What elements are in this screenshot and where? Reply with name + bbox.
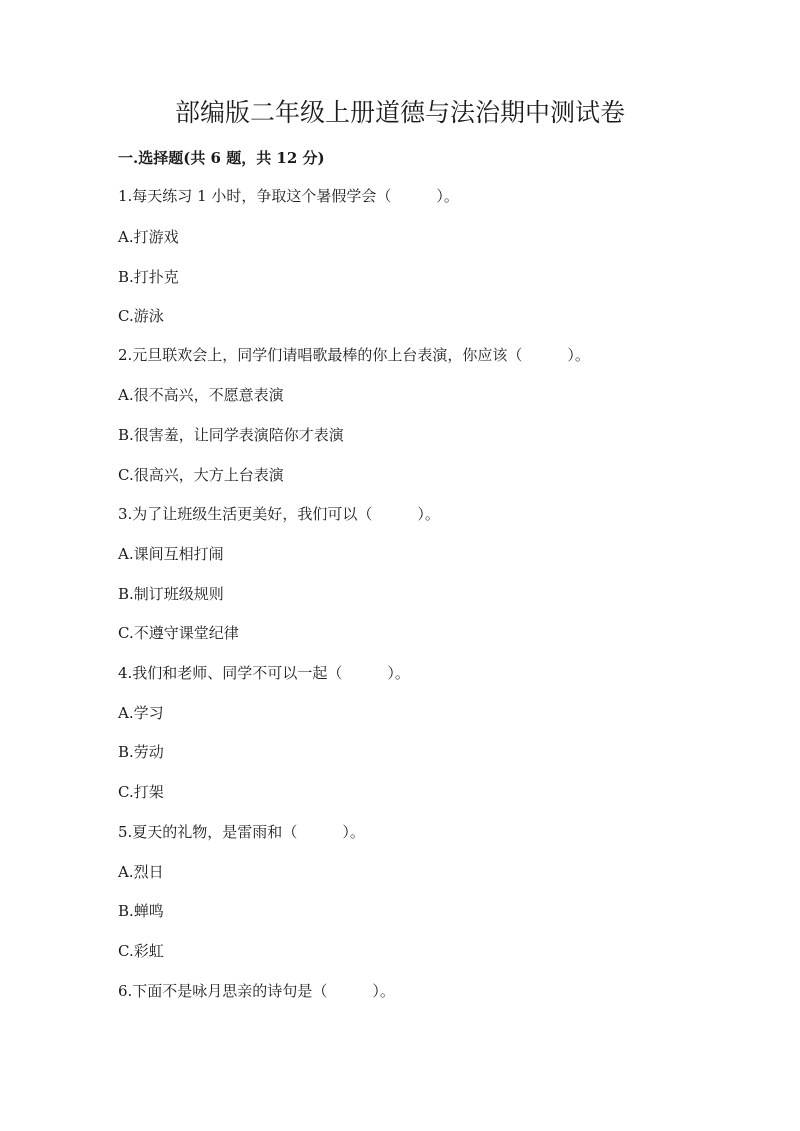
question-1-option-a: A.打游戏: [118, 228, 179, 246]
question-5-option-b: B.蝉鸣: [118, 902, 164, 920]
question-3-option-b: B.制订班级规则: [118, 585, 224, 603]
question-4-stem: 4.我们和老师、同学不可以一起（ ）。: [118, 664, 410, 682]
question-1-stem: 1.每天练习 1 小时，争取这个暑假学会（ ）。: [118, 187, 459, 205]
section-heading: 一.选择题(共 6 题，共 12 分): [118, 149, 325, 167]
question-1-option-b: B.打扑克: [118, 268, 179, 286]
question-5-stem: 5.夏天的礼物，是雷雨和（ ）。: [118, 823, 365, 841]
question-4-option-b: B.劳动: [118, 743, 164, 761]
question-2-option-c: C.很高兴，大方上台表演: [118, 466, 284, 484]
question-4-option-c: C.打架: [118, 783, 164, 801]
question-3-option-a: A.课间互相打闹: [118, 545, 224, 563]
question-2-stem: 2.元旦联欢会上，同学们请唱歌最棒的你上台表演，你应该（ ）。: [118, 346, 590, 364]
question-2-option-b: B.很害羞，让同学表演陪你才表演: [118, 426, 344, 444]
question-3-stem: 3.为了让班级生活更美好，我们可以（ ）。: [118, 505, 440, 523]
question-3-option-c: C.不遵守课堂纪律: [118, 624, 239, 642]
question-4-option-a: A.学习: [118, 704, 164, 722]
question-5-option-a: A.烈日: [118, 863, 164, 881]
question-6-stem: 6.下面不是咏月思亲的诗句是（ ）。: [118, 982, 395, 1000]
question-1-option-c: C.游泳: [118, 307, 164, 325]
page-title: 部编版二年级上册道德与法治期中测试卷: [174, 98, 625, 127]
question-5-option-c: C.彩虹: [118, 942, 164, 960]
question-2-option-a: A.很不高兴，不愿意表演: [118, 386, 284, 404]
